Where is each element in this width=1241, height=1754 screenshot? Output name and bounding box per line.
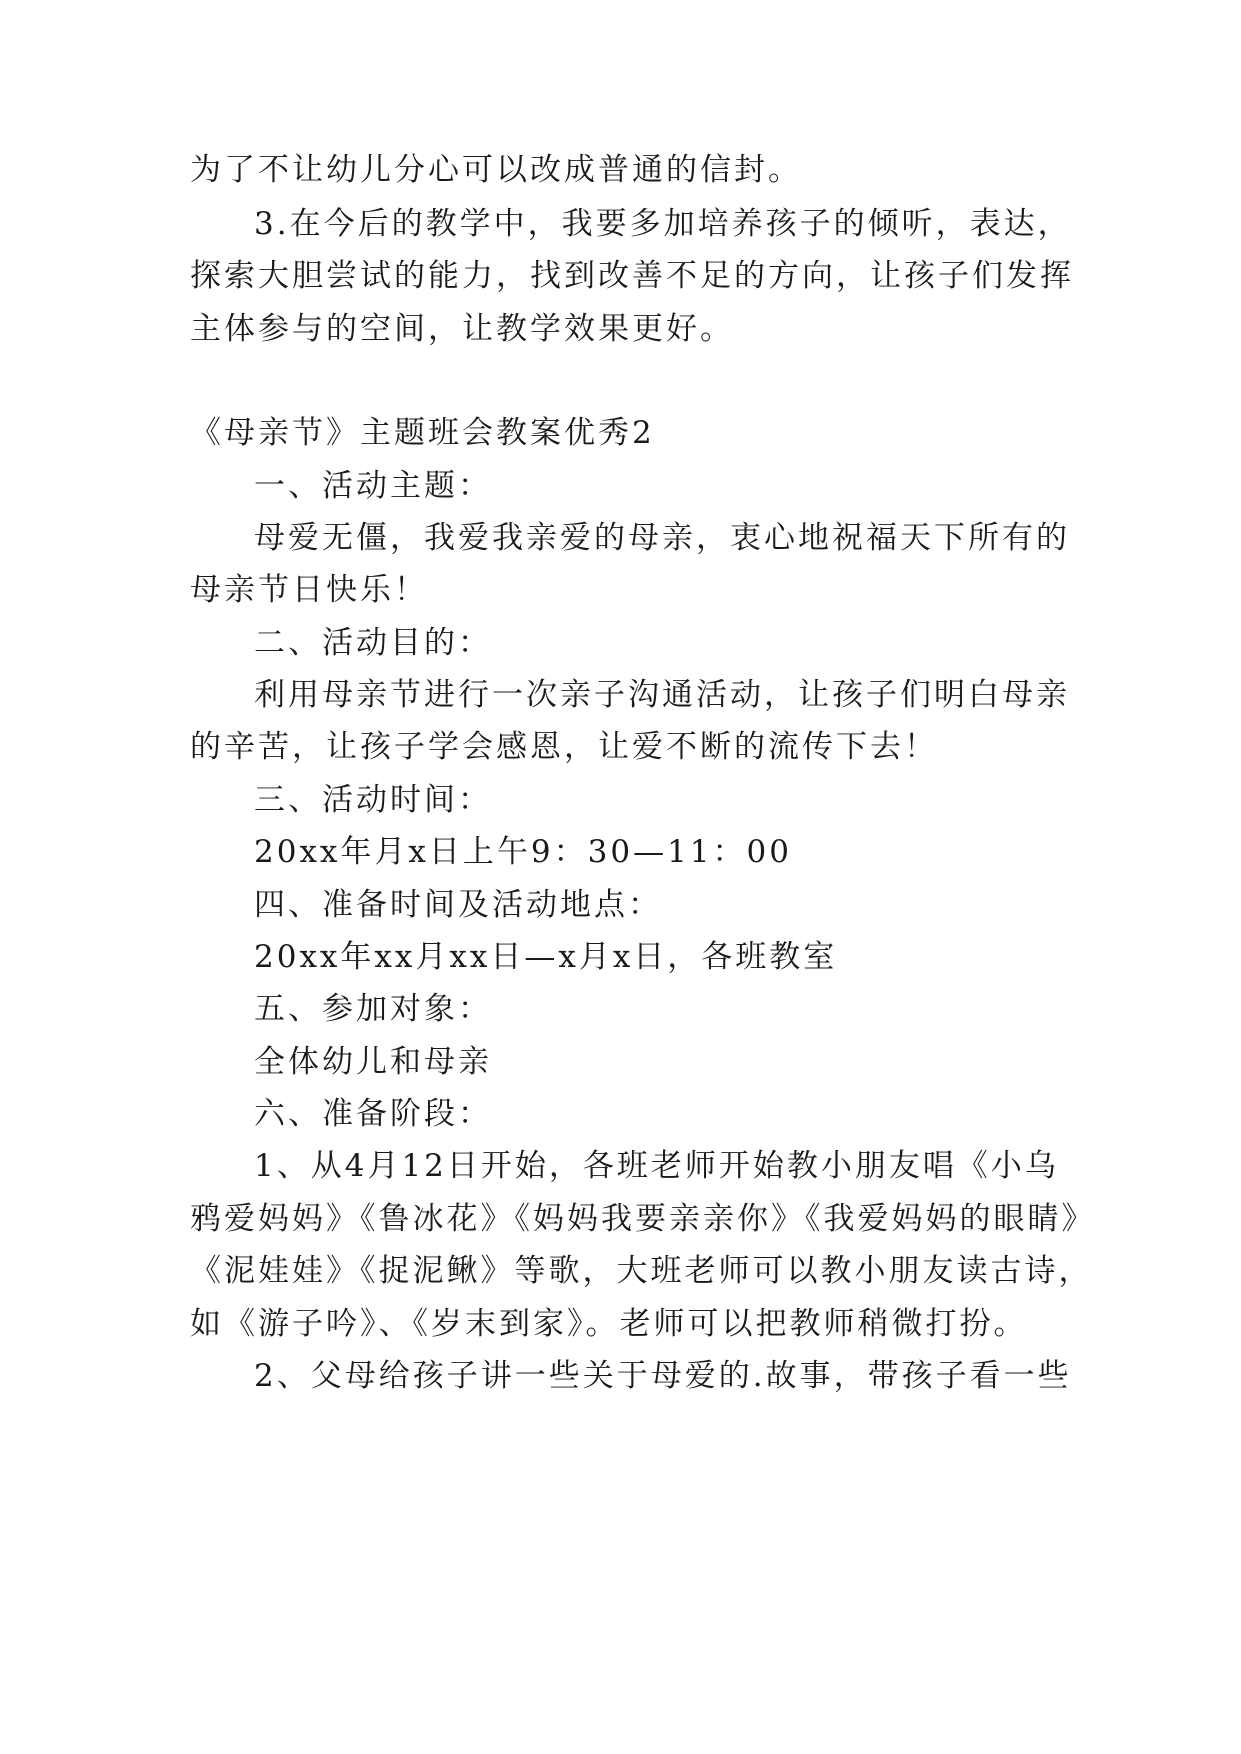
paragraph-line: 《泥娃娃》《捉泥鳅》等歌，大班老师可以教小朋友读古诗，: [190, 1253, 1093, 1289]
paragraph-line: 20xx年xx月xx日—x月x日，各班教室: [254, 939, 838, 975]
paragraph-line: 鸦爱妈妈》《鲁冰花》《妈妈我要亲亲你》《我爱妈妈的眼睛》: [190, 1201, 1096, 1237]
section-heading: 六、准备阶段：: [254, 1096, 492, 1132]
paragraph-line: 2、父母给孩子讲一些关于母爱的.故事，带孩子看一些: [254, 1358, 1072, 1394]
paragraph-line: 母爱无僵，我爱我亲爱的母亲，衷心地祝福天下所有的: [254, 520, 1070, 556]
paragraph-line: 的辛苦，让孩子学会感恩，让爱不断的流传下去！: [190, 729, 938, 765]
paragraph-line: 为了不让幼儿分心可以改成普通的信封。: [190, 152, 802, 188]
section-heading: 二、活动目的：: [254, 625, 492, 661]
section-heading: 五、参加对象：: [254, 991, 492, 1027]
section-heading: 四、准备时间及活动地点：: [254, 887, 662, 923]
section-title: 《母亲节》主题班会教案优秀2: [190, 415, 655, 451]
section-heading: 一、活动主题：: [254, 468, 492, 504]
paragraph-line: 1、从4月12日开始，各班老师开始教小朋友唱《小乌: [254, 1148, 1059, 1184]
paragraph-line: 如《游子吟》、《岁末到家》。老师可以把教师稍微打扮。: [190, 1306, 1028, 1342]
paragraph-line: 探索大胆尝试的能力，找到改善不足的方向，让孩子们发挥: [190, 258, 1074, 294]
section-heading: 三、活动时间：: [254, 782, 492, 818]
paragraph-line: 3.在今后的教学中，我要多加培养孩子的倾听，表达，: [254, 206, 1072, 242]
paragraph-line: 母亲节日快乐！: [190, 572, 428, 608]
paragraph-line: 利用母亲节进行一次亲子沟通活动，让孩子们明白母亲: [254, 677, 1070, 713]
paragraph-line: 主体参与的空间，让教学效果更好。: [190, 311, 734, 347]
paragraph-line: 20xx年月x日上午9：30—11：00: [254, 834, 792, 870]
paragraph-line: 全体幼儿和母亲: [254, 1044, 492, 1080]
